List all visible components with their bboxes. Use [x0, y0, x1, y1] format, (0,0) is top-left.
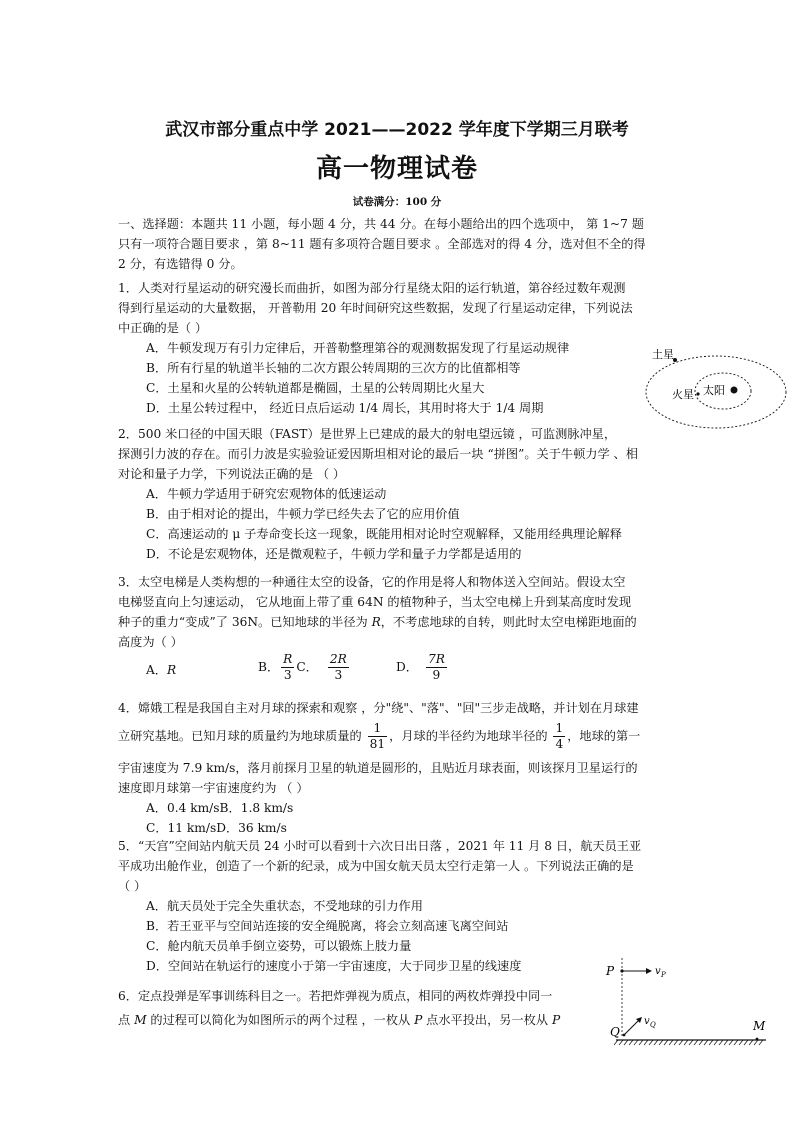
question-6	[118, 986, 598, 1030]
numerator: 1	[368, 721, 388, 737]
fraction-2r-over-3	[328, 652, 349, 683]
hatch-mark	[689, 1040, 693, 1045]
hatch-mark	[659, 1040, 663, 1045]
score-line: 试卷满分：100 分	[352, 196, 442, 208]
question-text: 对论和量子力学，下列说法正确的是 （ ）	[118, 467, 346, 481]
hatch-mark	[664, 1040, 668, 1045]
text-run: ，不考虑地球的自转，则此时太空电梯距地面的	[380, 615, 637, 629]
question-text: 4．嫦娥工程是我国自主对月球的探索和观察 ，分"绕"、"落"、"回"三步走战略，并计划在月球建	[118, 701, 639, 715]
hatch-mark	[669, 1040, 673, 1045]
option-cd: C．11 km/sD．36 km/s	[146, 821, 287, 835]
hatch-mark	[754, 1040, 758, 1045]
hatch-mark	[639, 1040, 643, 1045]
hatch-mark	[674, 1040, 678, 1045]
question-text: 1．人类对行星运动的研究漫长而曲折，如图为部分行星绕太阳的运行轨道，第谷经过数年观测	[118, 281, 626, 295]
numerator: 7R	[427, 652, 445, 666]
section-instructions	[118, 214, 678, 274]
option-c: C．土星和火星的公转轨道都是椭圆，土星的公转周期比火星大	[146, 381, 485, 395]
hatch-mark	[749, 1040, 753, 1045]
variable-r: R	[371, 615, 381, 629]
question-text: 平成功出舱作业，创造了一个新的纪录，成为中国女航天员太空行走第一人 。下列说法正确的是	[118, 859, 634, 873]
question-text: 3．太空电梯是人类构想的一种通往太空的设备，它的作用是将人和物体送入空间站。假设太空	[118, 575, 626, 589]
hatch-mark	[699, 1040, 703, 1045]
hatch-mark	[714, 1040, 718, 1045]
text-run: 点水平投出，另一枚从	[422, 1013, 552, 1027]
variable-m: M	[134, 1013, 147, 1027]
hatch-mark	[704, 1040, 708, 1045]
label-q: Q	[610, 1025, 620, 1039]
hatch-mark	[759, 1040, 763, 1045]
question-5	[118, 836, 678, 976]
option-a: A．牛顿发现万有引力定律后，开普勒整理第谷的观测数据发现了行星运动规律	[146, 341, 570, 355]
question-text: 中正确的是（ ）	[118, 321, 208, 335]
text-run: 点	[118, 1013, 135, 1027]
velocity-q-arrow	[624, 1020, 639, 1035]
q3-options	[0, 652, 794, 694]
text-run: 立研究基地。已知月球的质量约为地球质量的	[118, 729, 366, 743]
text-run: 的过程可以简化为如图所示的两个过程 ，一枚从	[146, 1013, 415, 1027]
text-run: ，地球的第一	[567, 729, 641, 743]
projectile-diagram	[600, 958, 772, 1054]
text-run: ，月球的半径约为地球半径的	[389, 729, 552, 743]
option-d	[396, 652, 449, 683]
option-a	[146, 660, 176, 680]
hatch-mark	[724, 1040, 728, 1045]
hatch-mark	[684, 1040, 688, 1045]
option-ab: A．0.4 km/sB．1.8 km/s	[146, 801, 294, 815]
ground-hatching	[614, 1040, 763, 1045]
hatch-mark	[719, 1040, 723, 1045]
numerator: 2R	[329, 652, 347, 666]
option-letter: D．	[396, 660, 418, 674]
option-letter: A．	[146, 663, 167, 677]
option-c: C．高速运动的 μ 子寿命变长这一现象，既能用相对论时空观解释，又能用经典理论解释	[146, 527, 622, 541]
denominator: 9	[432, 668, 441, 682]
sun-icon	[731, 387, 738, 394]
question-1	[118, 278, 678, 418]
question-4	[118, 698, 678, 838]
hatch-mark	[614, 1040, 618, 1045]
hatch-mark	[744, 1040, 748, 1045]
label-vp-sub: P	[661, 971, 666, 979]
hatch-mark	[729, 1040, 733, 1045]
question-text	[118, 612, 678, 632]
denominator: 81	[369, 737, 386, 751]
fraction-r-over-3	[281, 652, 294, 683]
fraction-1-over-4	[553, 721, 565, 752]
question-text: 电梯竖直向上匀速运动， 它从地面上带了重 64N 的植物种子，当太空电梯上升到某高度时发现	[118, 595, 632, 609]
hatch-mark	[679, 1040, 683, 1045]
option-c: C．舱内航天员单手倒立姿势，可以锻炼上肢力量	[146, 939, 412, 953]
hatch-mark	[619, 1040, 623, 1045]
mars-dot	[696, 392, 699, 395]
option-d: D．空间站在轨运行的速度小于第一宇宙速度，大于同步卫星的线速度	[146, 959, 522, 973]
fraction-1-over-81	[368, 721, 388, 752]
label-vq-sub: Q	[650, 1021, 656, 1029]
question-text	[118, 718, 678, 754]
denominator: 4	[555, 737, 564, 751]
question-text: 速度即月球第一宇宙速度约为 （ ）	[118, 781, 309, 795]
question-text: 2．500 米口径的中国天眼（FAST）是世界上已建成的最大的射电望远镜 ，可监测脉冲星，	[118, 427, 617, 441]
exam-title: 高一物理试卷	[315, 154, 478, 184]
label-p: P	[606, 964, 615, 978]
option-b: B．所有行星的轨道半长轴的二次方跟公转周期的三次方的比值都相等	[146, 361, 521, 375]
hatch-mark	[644, 1040, 648, 1045]
question-text: 5．“天宫”空间站内航天员 24 小时可以看到十六次日出日落 ，2021 年 11 月 8 日，航天员王亚	[118, 839, 642, 853]
label-vp: v	[655, 966, 661, 977]
hatch-mark	[739, 1040, 743, 1045]
option-d: D．土星公转过程中， 经近日点后运动 1/4 周长，其用时将大于 1/4 周期	[146, 401, 544, 415]
hatch-mark	[694, 1040, 698, 1045]
label-m: M	[753, 1019, 766, 1033]
denominator: 3	[283, 668, 292, 682]
option-a: A．航天员处于完全失重状态，不受地球的引力作用	[146, 899, 423, 913]
saturn-label: 土星	[652, 348, 674, 361]
numerator: 1	[555, 721, 564, 735]
question-2	[118, 424, 678, 564]
option-letter: C．	[296, 660, 318, 674]
option-a: A．牛顿力学适用于研究宏观物体的低速运动	[146, 487, 387, 501]
hatch-mark	[649, 1040, 653, 1045]
question-text: 探测引力波的存在。而引力波是实验验证爱因斯坦相对论的最后一块 “拼图”。关于牛顿力学 、相	[118, 447, 638, 461]
arrow-head-icon	[646, 968, 652, 974]
option-d: D．不论是宏观物体，还是微观粒子，牛顿力学和量子力学都是适用的	[146, 547, 522, 561]
question-text: 得到行星运动的大量数据， 开普勒用 20 年时间研究这些数据，发现了行星运动定律，下列说法	[118, 301, 633, 315]
hatch-mark	[709, 1040, 713, 1045]
option-b: B．由于相对论的提出，牛顿力学已经失去了它的应用价值	[146, 507, 460, 521]
fraction-7r-over-9	[426, 652, 447, 683]
question-text	[118, 1010, 598, 1030]
option-value: R	[167, 663, 177, 677]
question-3	[118, 572, 678, 652]
school-title: 武汉市部分重点中学 2021——2022 学年度下学期三月联考	[165, 120, 629, 140]
question-text: 宇宙速度为 7.9 km/s，落月前探月卫星的轨道是圆形的，且贴近月球表面，则该探月卫星运行的	[118, 761, 638, 775]
sun-label: 太阳	[703, 384, 725, 397]
hatch-mark	[629, 1040, 633, 1045]
variable-p: P	[551, 1013, 561, 1027]
hatch-mark	[634, 1040, 638, 1045]
hatch-mark	[624, 1040, 628, 1045]
instruction-line: 只有一项符合题目要求 ，第 8~11 题有多项符合题目要求 。全部选对的得 4 分，选对但不全的得	[118, 237, 646, 251]
orbit-diagram	[640, 338, 790, 434]
question-text: 高度为（ ）	[118, 635, 183, 649]
question-text: 6．定点投弹是军事训练科目之一。若把炸弹视为质点，相同的两枚炸弹投中同一	[118, 989, 553, 1003]
denominator: 3	[334, 668, 343, 682]
option-b: B．若王亚平与空间站连接的安全绳脱离，将会立刻高速飞离空间站	[146, 919, 509, 933]
mars-label: 火星	[672, 388, 694, 401]
hatch-mark	[734, 1040, 738, 1045]
label-vq: v	[644, 1016, 650, 1027]
numerator: R	[283, 652, 293, 666]
text-run: 种子的重力“变成”了 36N。已知地球的半径为	[118, 615, 372, 629]
instruction-line: 一、选择题：本题共 11 小题，每小题 4 分，共 44 分。在每小题给出的四个选项中， 第 1~7 题	[118, 217, 644, 231]
option-b	[258, 652, 351, 683]
variable-p: P	[414, 1013, 423, 1027]
option-letter: B．	[258, 660, 280, 674]
question-text: （ ）	[118, 879, 147, 893]
hatch-mark	[654, 1040, 658, 1045]
instruction-line: 2 分，有选错得 0 分。	[118, 257, 243, 271]
